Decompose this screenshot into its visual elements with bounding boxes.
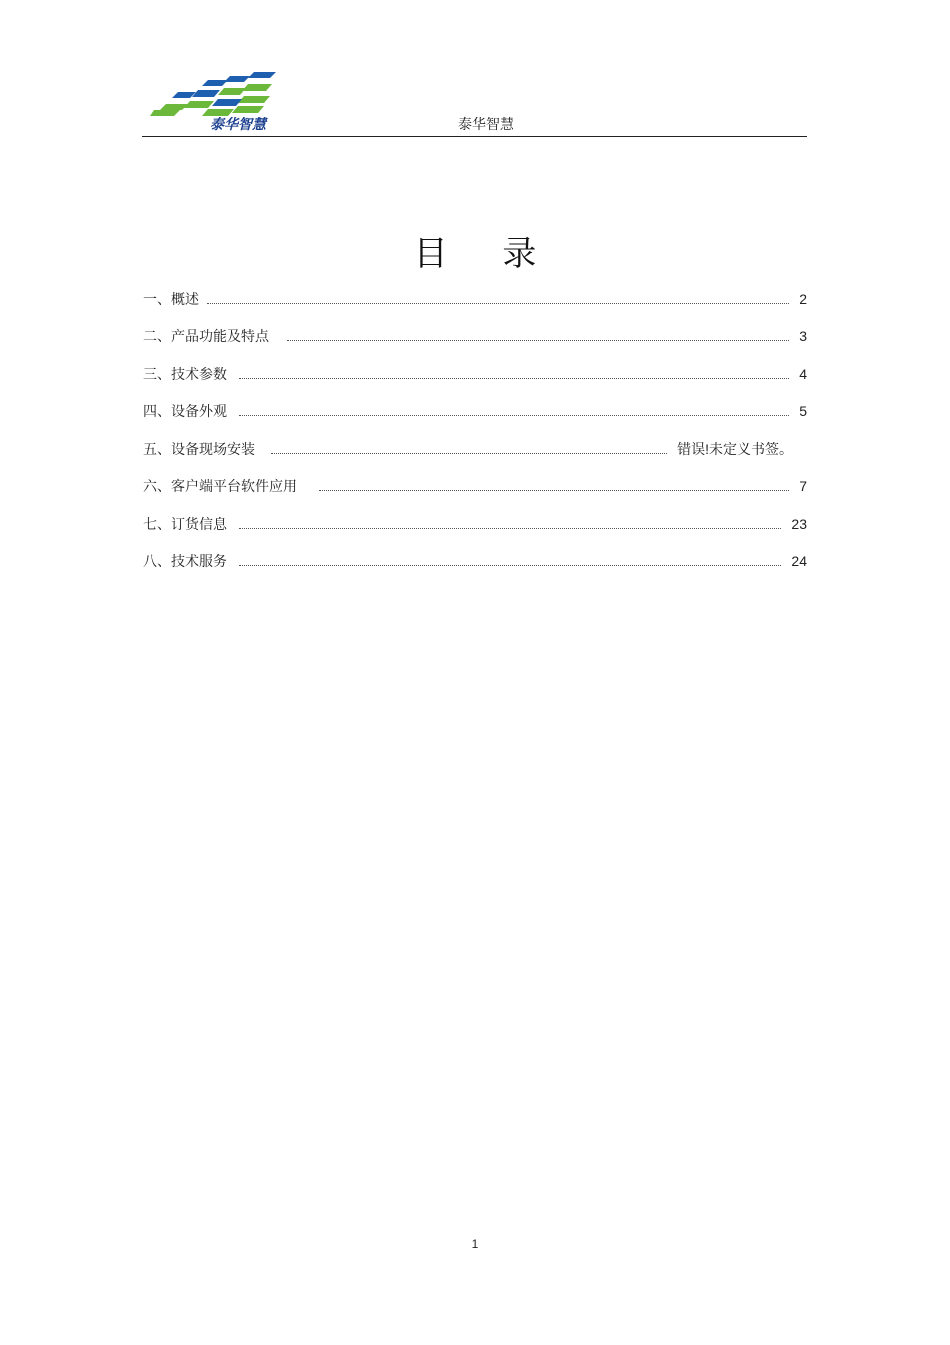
toc-entry-label: 一、概述 bbox=[143, 291, 199, 308]
page-number: 1 bbox=[471, 1237, 479, 1251]
toc-entry-page: 23 bbox=[791, 515, 807, 532]
toc-leader-dots bbox=[319, 490, 789, 491]
page-header bbox=[142, 64, 807, 137]
table-of-contents bbox=[143, 280, 807, 580]
toc-leader-dots bbox=[271, 453, 667, 454]
toc-entry[interactable] bbox=[143, 393, 807, 431]
toc-entry[interactable] bbox=[143, 430, 807, 468]
toc-entry-label: 六、客户端平台软件应用 bbox=[143, 479, 297, 496]
toc-entry-page: 2 bbox=[799, 290, 807, 307]
header-title: 泰华智慧 bbox=[458, 117, 514, 133]
toc-entry-page: 4 bbox=[799, 365, 807, 382]
company-logo bbox=[148, 66, 276, 132]
toc-entry[interactable] bbox=[143, 468, 807, 506]
toc-entry[interactable] bbox=[143, 280, 807, 318]
toc-entry-page: 错误!未定义书签。 bbox=[677, 440, 793, 457]
toc-leader-dots bbox=[207, 303, 789, 304]
toc-entry-label: 五、设备现场安装 bbox=[143, 441, 255, 458]
toc-entry-page: 7 bbox=[799, 478, 807, 495]
toc-leader-dots bbox=[239, 528, 781, 529]
toc-title: 目 录 bbox=[413, 234, 559, 274]
toc-entry[interactable] bbox=[143, 355, 807, 393]
toc-entry-page: 3 bbox=[799, 328, 807, 345]
toc-entry-label: 七、订货信息 bbox=[143, 516, 227, 533]
toc-entry[interactable] bbox=[143, 318, 807, 356]
toc-entry-page: 24 bbox=[791, 553, 807, 570]
toc-entry-label: 三、技术参数 bbox=[143, 366, 227, 383]
logo-mosaic-icon bbox=[148, 66, 276, 116]
toc-entry-label: 八、技术服务 bbox=[143, 554, 227, 571]
toc-leader-dots bbox=[239, 415, 789, 416]
toc-entry-label: 二、产品功能及特点 bbox=[143, 329, 269, 346]
toc-leader-dots bbox=[239, 378, 789, 379]
toc-leader-dots bbox=[287, 340, 789, 341]
toc-entry-label: 四、设备外观 bbox=[143, 404, 227, 421]
logo-text: 泰华智慧 bbox=[210, 117, 266, 133]
toc-entry[interactable] bbox=[143, 543, 807, 581]
toc-leader-dots bbox=[239, 565, 781, 566]
toc-entry[interactable] bbox=[143, 505, 807, 543]
toc-entry-page: 5 bbox=[799, 403, 807, 420]
